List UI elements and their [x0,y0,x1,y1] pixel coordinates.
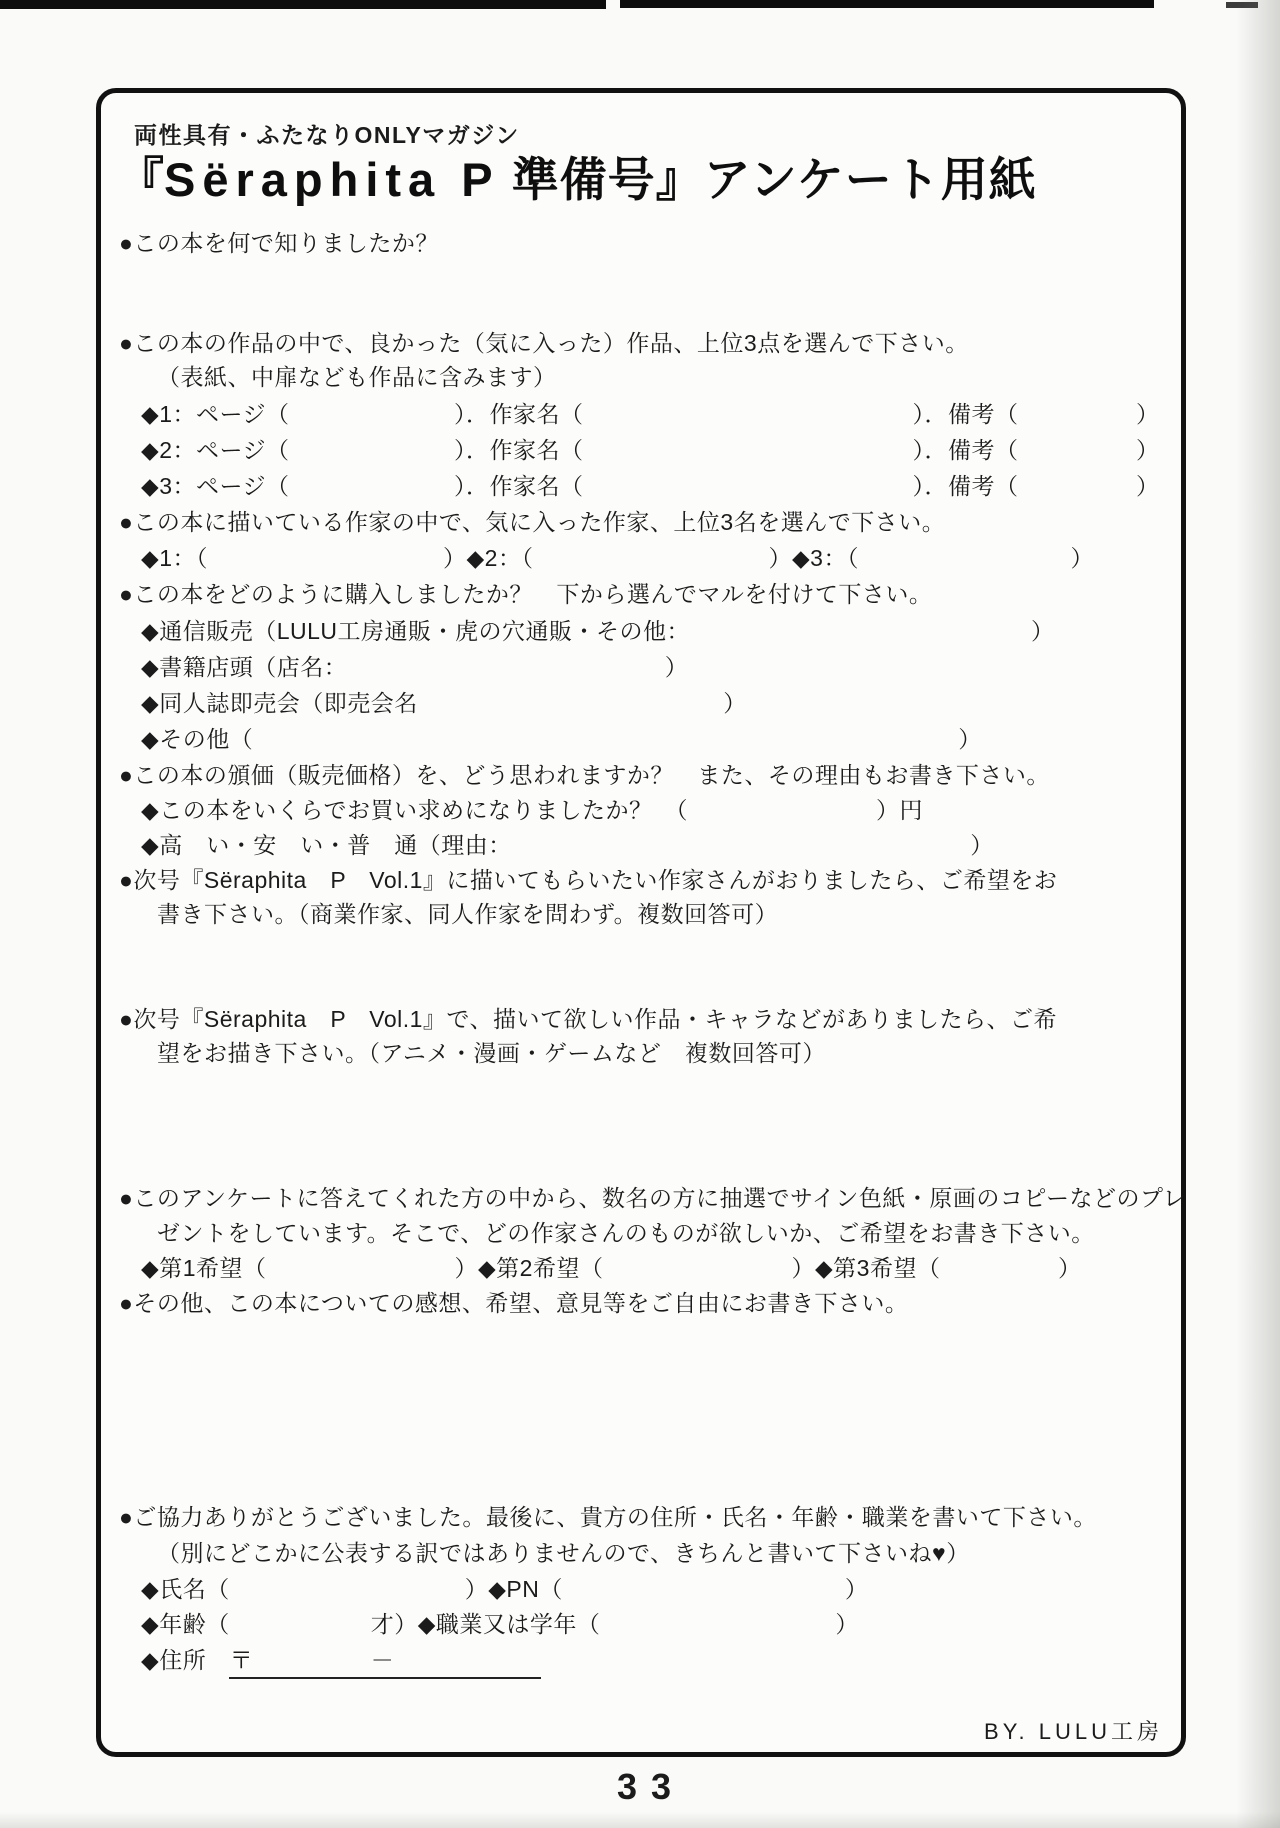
page-number: 33 [616,1766,686,1807]
question-next-artists-line1: ●次号『Sëraphita P Vol.1』に描いてもらいたい作家さんがおりましたら、ご希望をお [119,867,1058,893]
question-present-line1: ●このアンケートに答えてくれた方の中から、数名の方に抽選でサイン色紙・原画のコピーなどのプレ [119,1185,1187,1211]
question-purchase-method: ●この本をどのように購入しましたか？ 下から選んでマルを付けて下さい。 [119,581,933,607]
purchase-event-row: ◆同人誌即売会（即売会名 ） [141,690,747,716]
question-next-works-line1: ●次号『Sëraphita P Vol.1』で、描いて欲しい作品・キャラなどがありましたら、ご希 [119,1006,1057,1032]
age-occupation-row: ◆年齢（ 才）◆職業又は学年（ ） [141,1611,859,1637]
best-work-row-1: ◆1：ページ（ ）．作家名（ ）．備考（ ） [141,401,1160,427]
best-works-note: （表紙、中扉なども作品に含みます） [157,364,557,390]
purchase-other-row: ◆その他（ ） [141,726,982,752]
credit-byline: BY. LULU工房 [984,1719,1163,1744]
scan-artifact-speck [1226,2,1258,8]
address-row: ◆住所 〒 － [141,1647,395,1673]
address-underline [229,1677,541,1679]
right-edge-scan-shadow [1236,0,1280,1828]
best-work-row-2: ◆2：ページ（ ）．作家名（ ）．備考（ ） [141,437,1160,463]
form-title [117,143,1037,210]
question-next-artists-line2: 書き下さい。（商業作家、同人作家を問わず。複数回答可） [157,901,779,927]
price-paid-row: ◆この本をいくらでお買い求めになりましたか？ （ ）円 [141,797,923,823]
title-rest: 準備号』アンケート用紙 [511,153,1037,206]
magazine-tagline: 両性具有・ふたなりONLYマガジン [134,122,520,148]
question-price-opinion: ●この本の頒価（販売価格）を、どう思われますか？ また、その理由もお書き下さい。 [119,762,1050,788]
present-choices-row: ◆第1希望（ ）◆第2希望（ ）◆第3希望（ ） [141,1255,1082,1281]
price-opinion-row: ◆高 い・安 い・普 通（理由： ） [141,832,994,858]
title-latin: Sëraphita P [164,153,500,206]
closing-thanks-line2: （別にどこかに公表する訳ではありませんので、きちんと書いて下さいね♥） [157,1540,970,1566]
best-work-row-3: ◆3：ページ（ ）．作家名（ ）．備考（ ） [141,473,1160,499]
favorite-artists-row: ◆1：（ ）◆2：（ ）◆3：（ ） [141,545,1094,571]
purchase-mail-order-row: ◆通信販売（LULU工房通販・虎の穴通販・その他： ） [141,618,1055,644]
question-best-works: ●この本の作品の中で、良かった（気に入った）作品、上位3点を選んで下さい。 [119,330,969,356]
purchase-bookstore-row: ◆書籍店頭（店名： ） [141,654,689,680]
name-pn-row: ◆氏名（ ）◆PN（ ） [141,1576,869,1602]
question-present-line2: ゼントをしています。そこで、どの作家さんのものが欲しいか、ご希望をお書き下さい。 [157,1220,1095,1246]
scan-artifact-bar-right [620,0,1154,8]
question-next-works-line2: 望をお描き下さい。（アニメ・漫画・ゲームなど 複数回答可） [157,1040,826,1066]
question-favorite-artists: ●この本に描いている作家の中で、気に入った作家、上位3名を選んで下さい。 [119,509,946,535]
bottom-edge-scan-shadow [0,1812,1280,1828]
question-source: ●この本を何で知りましたか？ [119,230,439,256]
scan-artifact-bar-left [0,0,606,9]
question-free-comments: ●その他、この本についての感想、希望、意見等をご自由にお書き下さい。 [119,1290,909,1316]
closing-thanks-line1: ●ご協力ありがとうございました。最後に、貴方の住所・氏名・年齢・職業を書いて下さい。 [119,1504,1097,1530]
title-open-quote: 『 [117,153,164,206]
survey-sheet [96,88,1186,1757]
